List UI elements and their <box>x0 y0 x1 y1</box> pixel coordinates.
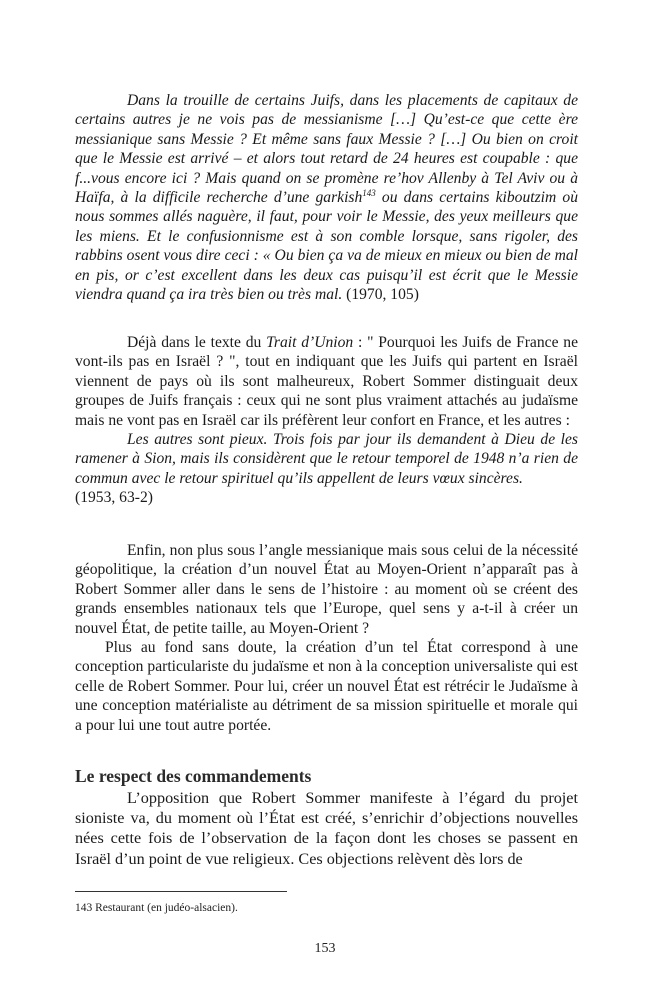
page-number: 153 <box>314 941 336 956</box>
paragraph-trait-dunion <box>75 333 578 508</box>
journal-title: Trait d’Union <box>266 334 354 351</box>
quote-text: Les autres sont pieux. Trois fois par jour ils demandent à Dieu de les ramener à Sion, mais ils considèrent que le retour temporel de 1948 n’a rien de commun avec le retour spirituel qu’ils appellent de leurs vœux sincères. <box>75 431 578 487</box>
quote-text: Dans la trouille de certains Juifs, dans les placements de capitaux de certains autres je ne vois pas de messianisme […] Qu’est-ce que cette ère messianique sans Messie ? Et même sans faux Messie ? […] Ou bien on croit que le Messie est arrivé – et alors tout retard de 24 heures est coupable : que f...vous encore ici ? Mais quand on se promène re’hov Allenby à Tel Aviv ou à Haïfa, à la difficile recherche d’une garkish <box>75 92 578 207</box>
paragraph-geopolitics <box>75 541 578 735</box>
paragraph-text: L’opposition que Robert Sommer manifeste à l’égard du projet sioniste va, du moment où l’État est créé, s’enrichir d’objections nouvelles nées cette fois de l’observation de la façon dont les choses se passent en Israël d’un point de vue religieux. Ces objections relèvent dès lors de <box>75 789 578 868</box>
section-heading: Le respect des commandements <box>75 766 312 786</box>
footnote-divider <box>75 891 287 892</box>
paragraph-commandments <box>75 788 578 869</box>
paragraph-text: Plus au fond sans doute, la création d’un tel État correspond à une conception particulariste du judaïsme et non à la conception universaliste qui est celle de Robert Sommer. Pour lui, créer un nouvel État est rétrécir le Judaïsme à une conception matérialiste au détriment de sa mission spirituelle et morale qui a pour lui une tout autre portée. <box>75 639 578 734</box>
paragraph-lead: Déjà dans le texte du <box>127 334 267 351</box>
paragraph-body: : " Pourquoi les Juifs de France ne vont-ils pas en Israël ? ", tout en indiquant que les Juifs qui partent en Israël viennent de pays où ils sont malheureux, Robert Sommer distinguait deux groupes de Juifs français : ceux qui ne sont plus vraiment attachés au judaïsme mais ne vont pas en Israël car ils préfèrent leur confort en France, et les autres : <box>75 334 578 429</box>
footnote-reference: 143 <box>362 187 376 198</box>
footnote: 143 Restaurant (en judéo-alsacien). <box>75 902 238 914</box>
quote-citation: (1953, 63-2) <box>75 489 153 507</box>
paragraph-text: Enfin, non plus sous l’angle messianique mais sous celui de la nécessité géopolitique, la création d’un nouvel État au Moyen-Orient n’apparaît pas à Robert Sommer aller dans le sens de l’histoire : au moment où se créent des grands ensembles nationaux tels que l’Europe, quel sens y a-t-il à créer un nouvel État, de petite taille, au Moyen-Orient ? <box>75 542 578 637</box>
quote-messianism <box>75 91 578 304</box>
quote-citation: (1970, 105) <box>342 286 419 304</box>
quote-pious <box>75 430 578 488</box>
quote-text-continued: ou dans certains kiboutzim où nous sommes allés naguère, il faut, pour voir le Messie, des yeux meilleurs que les miens. Et le confusionnisme est à son comble lorsque, sans rigoler, des rabbins osent vous dire ceci : « Ou bien ça va de mieux en mieux ou bien de mal en pis, or c’est excellent dans les deux cas puisqu’il est écrit que le Messie viendra quand ça ira très bien ou très mal. <box>75 189 578 304</box>
